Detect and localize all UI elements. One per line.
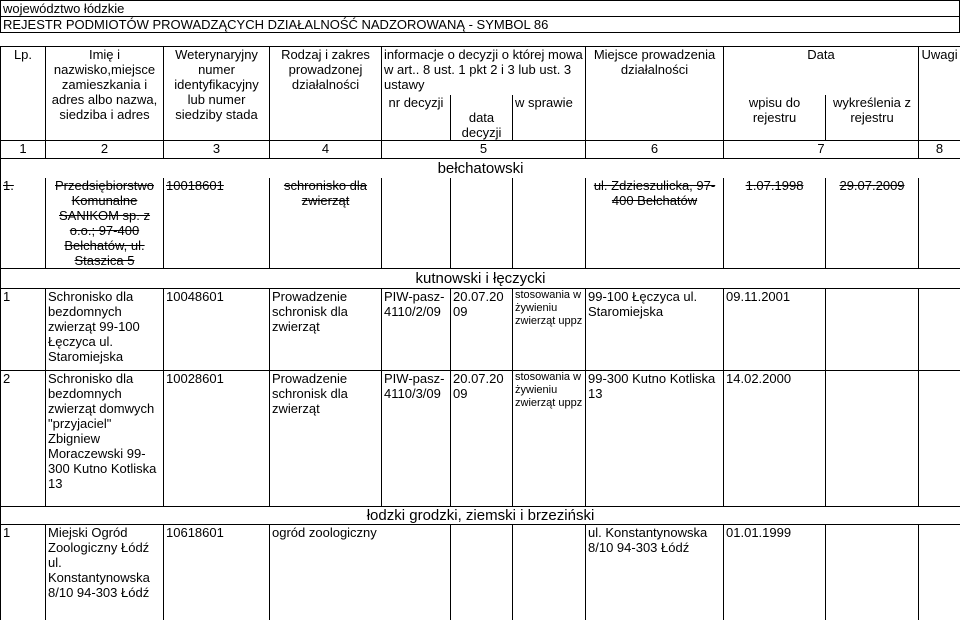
col-header-removal-date: wykreślenia z rejestru — [826, 95, 919, 141]
col-header-decision-matter: w sprawie — [513, 95, 586, 141]
row-activity: Prowadzenie schronisk dla zwierząt — [270, 371, 382, 507]
row-location: ul. Zdzieszulicka, 97-400 Bełchatów — [586, 178, 724, 269]
row-location: 99-100 Łęczyca ul. Staromiejska — [586, 289, 724, 371]
row-entry-date: 14.02.2000 — [724, 371, 826, 507]
row-decision-no — [382, 178, 451, 269]
row-decision-date: 20.07.20 09 — [451, 371, 513, 507]
row-vet-number: 10618601 — [164, 525, 270, 620]
row-vet-number: 10018601 — [164, 178, 270, 269]
header-row-1 — [1, 47, 960, 95]
section-title: bełchatowski — [1, 158, 960, 178]
row-lp: 1 — [1, 289, 46, 371]
row-entry-date: 09.11.2001 — [724, 289, 826, 371]
voivodeship-label: województwo łódzkie — [0, 0, 960, 17]
col-number: 7 — [724, 140, 919, 158]
row-removal-date — [826, 371, 919, 507]
table-row — [1, 371, 960, 507]
row-remarks — [919, 289, 960, 371]
section-header-row — [1, 158, 960, 178]
row-activity: ogród zoologiczny — [270, 525, 451, 620]
row-vet-number: 10048601 — [164, 289, 270, 371]
col-number: 1 — [1, 140, 46, 158]
row-decision-date — [451, 525, 513, 620]
row-decision-matter: stosowania w żywieniu zwierząt uppz — [513, 371, 586, 507]
row-removal-date — [826, 525, 919, 620]
row-lp: 1 — [1, 525, 46, 620]
row-name: Schronisko dla bezdomnych zwierząt 99-100 Łęczyca ul. Staromiejska — [46, 289, 164, 371]
col-header-activity: Rodzaj i zakres prowadzonej działalności — [270, 47, 382, 141]
row-activity: schronisko dla zwierząt — [270, 178, 382, 269]
col-number: 3 — [164, 140, 270, 158]
col-header-lp: Lp. — [1, 47, 46, 141]
col-header-decision-no: nr decyzji — [382, 95, 451, 141]
col-number: 8 — [919, 140, 960, 158]
table-row — [1, 289, 960, 371]
row-decision-matter: stosowania w żywieniu zwierząt uppz — [513, 289, 586, 371]
table-row — [1, 525, 960, 620]
row-removal-date: 29.07.2009 — [826, 178, 919, 269]
row-decision-matter — [513, 178, 586, 269]
row-entry-date: 01.01.1999 — [724, 525, 826, 620]
col-header-decision-date: data decyzji — [451, 95, 513, 141]
col-header-date: Data — [724, 47, 919, 95]
row-name: Przedsiębiorstwo Komunalne SANIKOM sp. z o.o.; 97-400 Bełchatów, ul. Staszica 5 — [46, 178, 164, 269]
row-entry-date: 1.07.1998 — [724, 178, 826, 269]
row-remarks — [919, 371, 960, 507]
col-number: 5 — [382, 140, 586, 158]
col-header-vet-number: Weterynaryjny numer identyfikacyjny lub numer siedziby stada — [164, 47, 270, 141]
register-title: REJESTR PODMIOTÓW PROWADZĄCYCH DZIAŁALNOŚĆ NADZOROWANĄ - SYMBOL 86 — [0, 16, 960, 33]
row-location: ul. Konstantynowska 8/10 94-303 Łódź — [586, 525, 724, 620]
section-header-row — [1, 507, 960, 525]
row-name: Miejski Ogród Zoologiczny Łódź ul. Konstantynowska 8/10 94-303 Łódź — [46, 525, 164, 620]
row-removal-date — [826, 289, 919, 371]
col-number: 2 — [46, 140, 164, 158]
row-remarks — [919, 178, 960, 269]
section-title: kutnowski i łęczycki — [1, 269, 960, 289]
section-header-row — [1, 269, 960, 289]
column-number-row — [1, 140, 960, 158]
row-activity: Prowadzenie schronisk dla zwierząt — [270, 289, 382, 371]
row-decision-no: PIW-pasz-4110/2/09 — [382, 289, 451, 371]
col-header-location: Miejsce prowadzenia działalności — [586, 47, 724, 141]
col-number: 6 — [586, 140, 724, 158]
col-header-entry-date: wpisu do rejestru — [724, 95, 826, 141]
col-header-name: Imię i nazwisko,miejsce zamieszkania i adres albo nazwa, siedziba i adres — [46, 47, 164, 141]
row-decision-date — [451, 178, 513, 269]
col-number: 4 — [270, 140, 382, 158]
register-table — [0, 46, 960, 620]
row-lp: 1. — [1, 178, 46, 269]
row-location: 99-300 Kutno Kotliska 13 — [586, 371, 724, 507]
col-header-decision-info: informacje o decyzji o której mowa w art.. 8 ust. 1 pkt 2 i 3 lub ust. 3 ustawy — [382, 47, 586, 95]
row-vet-number: 10028601 — [164, 371, 270, 507]
row-remarks — [919, 525, 960, 620]
row-lp: 2 — [1, 371, 46, 507]
row-decision-date: 20.07.20 09 — [451, 289, 513, 371]
row-name: Schronisko dla bezdomnych zwierząt domwych "przyjaciel" Zbigniew Moraczewski 99-300 Kutno Kotliska 13 — [46, 371, 164, 507]
row-decision-no: PIW-pasz-4110/3/09 — [382, 371, 451, 507]
table-row — [1, 178, 960, 269]
row-decision-matter — [513, 525, 586, 620]
section-title: łodzki grodzki, ziemski i brzeziński — [1, 507, 960, 525]
col-header-remarks: Uwagi — [919, 47, 960, 141]
